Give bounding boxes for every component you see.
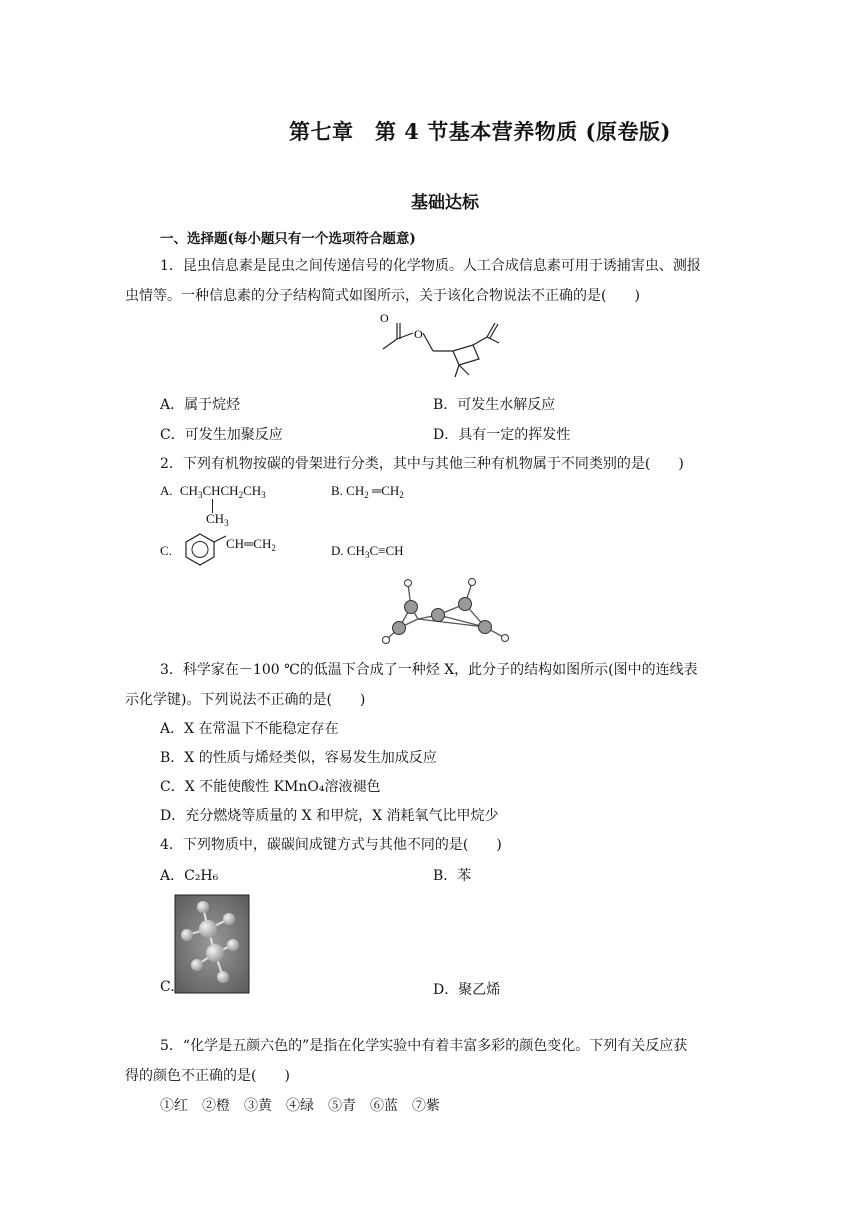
q5-color-list: ①红 ②橙 ③黄 ④绿 ⑤青 ⑥蓝 ⑦紫 xyxy=(160,1098,440,1114)
q2-option-a-branch: $CH_3$ xyxy=(206,511,229,528)
benzene-ring-icon xyxy=(182,532,218,566)
q2-text-line1: 2．下列有机物按碳的骨架进行分类，其中与其他三种有机物属于不同类别的是( ) xyxy=(160,456,684,472)
ester-oxygen-label: O xyxy=(380,311,389,325)
section-heading: 一、选择题(每小题只有一个选项符合题意) xyxy=(160,231,416,247)
q2-option-a-label: A. xyxy=(160,483,173,498)
q5-text-line1: 5．“化学是五颜六色的”是指在化学实验中有着丰富多彩的颜色变化。下列有关反应获 xyxy=(160,1038,688,1054)
q1-text-line2: 虫情等。一种信息素的分子结构简式如图所示，关于该化合物说法不正确的是( ) xyxy=(125,288,640,304)
q3-option-c: C．X 不能使酸性 KMnO₄溶液褪色 xyxy=(160,779,381,795)
q2-option-c: $CH═CH_2$ xyxy=(226,536,276,553)
q3-option-a: A．X 在常温下不能稳定存在 xyxy=(160,721,339,737)
q2-option-b-label: B. xyxy=(331,483,343,498)
q2-option-a: A. $CH_3CHCH_2CH_3$ xyxy=(160,483,266,500)
q4-ball-stick-photo xyxy=(175,895,249,993)
page-title: 第七章 第 4 节基本营养物质 (原卷版) xyxy=(289,119,671,144)
q3-option-b: B．X 的性质与烯烃类似，容易发生加成反应 xyxy=(160,750,437,766)
q1-text-line1: 1．昆虫信息素是昆虫之间传递信号的化学物质。人工合成信息素可用于诱捕害虫、测报 xyxy=(160,258,701,274)
q5-text-line2: 得的颜色不正确的是( ) xyxy=(125,1068,290,1084)
q2-option-b: B. $CH_2$ $═CH_2$ xyxy=(331,483,404,500)
q2-option-d: D. $CH_3C\equiv CH$ xyxy=(331,543,404,560)
q2-option-d-label: D. xyxy=(331,543,344,558)
q1-option-a: A．属于烷烃 xyxy=(160,397,241,413)
q1-option-d: D．具有一定的挥发性 xyxy=(433,427,571,443)
q3-text-line1: 3．科学家在－100 ℃的低温下合成了一种烃 X，此分子的结构如图所示(图中的连线表 xyxy=(160,662,698,678)
q4-option-c: C. xyxy=(160,979,175,995)
q2-option-c-label: C. xyxy=(160,543,172,558)
section-subtitle: 基础达标 xyxy=(411,193,479,213)
q4-text-line1: 4．下列物质中，碳碳间成键方式与其他不同的是( ) xyxy=(160,837,502,853)
q1-option-c: C．可发生加聚反应 xyxy=(160,427,283,443)
q4-option-b: B．苯 xyxy=(433,868,472,884)
q3-molecule-x-model xyxy=(378,576,518,646)
q4-option-a: A．C₂H₆ xyxy=(160,868,219,884)
q3-text-line2: 示化学键)。下列说法不正确的是( ) xyxy=(125,692,366,708)
q3-option-d: D．充分燃烧等质量的 X 和甲烷，X 消耗氧气比甲烷少 xyxy=(160,808,499,824)
q1-option-b: B．可发生水解反应 xyxy=(433,397,556,413)
q4-option-d: D．聚乙烯 xyxy=(433,982,501,998)
ester-oxygen-label: O xyxy=(414,327,423,341)
q1-molecule-structure xyxy=(375,311,515,381)
